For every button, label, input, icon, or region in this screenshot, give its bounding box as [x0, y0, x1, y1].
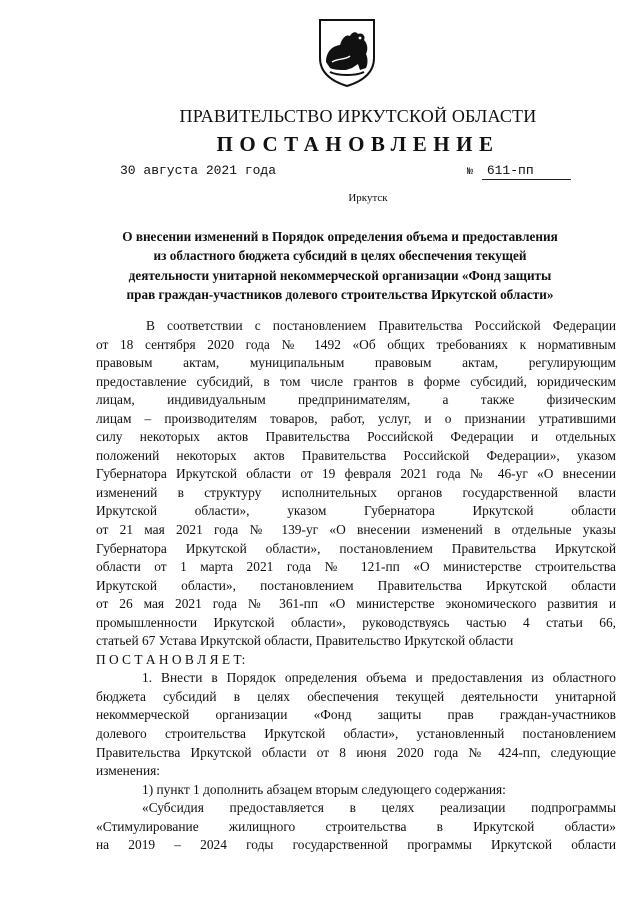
title-line: из областного бюджета субсидий в целях обеспечения текущей	[153, 248, 527, 264]
body-line: Губернатора Иркутской области от 19 февраля 2021 года № 46-уг «О внесении	[96, 466, 616, 482]
body-line: предоставление субсидий, в том числе грантов в форме субсидий, юридическим	[96, 373, 616, 389]
document-date: 30 августа 2021 года	[120, 163, 277, 178]
body-line: «Субсидия предоставляется в целях реализации подпрограммы	[142, 800, 616, 816]
body-line: 1) пункт 1 дополнить абзацем вторым следующего содержания:	[142, 781, 506, 797]
resolution-word: П О С Т А Н О В Л Я Е Т:	[96, 651, 246, 667]
document-title	[60, 227, 620, 305]
body-line: некоммерческой организации «Фонд защиты прав граждан-участников	[96, 707, 616, 723]
number-underline	[482, 179, 571, 180]
body-line: бюджета субсидий в целях обеспечения текущей деятельности унитарной	[96, 688, 616, 704]
body-line: лицам – производителям товаров, работ, услуг, и о признании утратившими	[96, 410, 616, 426]
document-body	[96, 317, 616, 855]
body-line: от 18 сентября 2020 года № 1492 «Об общих требованиях к нормативным	[96, 336, 616, 352]
body-line: «Стимулирование жилищного строительства в Иркутской области»	[96, 818, 616, 834]
title-line: прав граждан-участников долевого строительства Иркутской области»	[126, 287, 554, 303]
body-line: Губернатора Иркутской области», постановлением Правительства Иркутской	[96, 540, 616, 556]
body-line: от 26 мая 2021 года № 361-пп «О министерстве экономического развития и	[96, 596, 616, 612]
city-name: Иркутск	[348, 192, 388, 204]
title-line: О внесении изменений в Порядок определения объема и предоставления	[122, 229, 558, 244]
body-line: положений некоторых актов Правительства Российской Федерации», указом	[96, 447, 616, 463]
document-number-block	[467, 163, 571, 178]
title-line: деятельности унитарной некоммерческой организации «Фонд защиты	[128, 267, 552, 283]
government-name: ПРАВИТЕЛЬСТВО ИРКУТСКОЙ ОБЛАСТИ	[179, 106, 537, 126]
coat-of-arms-emblem	[316, 18, 378, 88]
body-line: 1. Внести в Порядок определения объема и предоставления из областного	[142, 670, 616, 686]
body-line: от 21 мая 2021 года № 139-уг «О внесении изменений в отдельные указы	[96, 522, 616, 538]
body-line: изменений в структуру исполнительных органов государственной власти	[96, 484, 616, 500]
body-line: лицам, индивидуальным предпринимателям, а также физическим	[96, 392, 616, 408]
body-line: области от 1 марта 2021 года № 121-пп «О министерстве строительства	[96, 559, 616, 575]
body-line: Правительства Иркутской области от 8 июня 2020 года № 424-пп, следующие	[96, 744, 616, 760]
body-line: В соответствии с постановлением Правительства Российской Федерации	[146, 318, 616, 333]
number-sign: №	[467, 167, 474, 178]
body-line: Иркутской области», указом Губернатора Иркутской области	[96, 503, 616, 519]
body-line: Иркутской области», постановлением Правительства Иркутской области	[96, 577, 616, 593]
body-line: изменения:	[96, 763, 161, 779]
document-number: 611-пп	[486, 163, 534, 178]
body-line: промышленности Иркутской области», руководствуясь частью 4 статьи 66,	[96, 614, 616, 630]
document-type-heading: ПОСТАНОВЛЕНИЕ	[216, 132, 500, 156]
body-line: долевого строительства Иркутской области», установленный постановлением	[96, 726, 616, 742]
body-line: на 2019 – 2024 годы государственной программы Иркутской области	[96, 837, 616, 853]
body-line: силу некоторых актов Правительства Российской Федерации и отдельных	[96, 429, 616, 445]
body-line: статьей 67 Устава Иркутской области, Правительство Иркутской области	[96, 633, 514, 649]
body-line: правовым актам, муниципальным правовым актам, регулирующим	[96, 355, 616, 371]
